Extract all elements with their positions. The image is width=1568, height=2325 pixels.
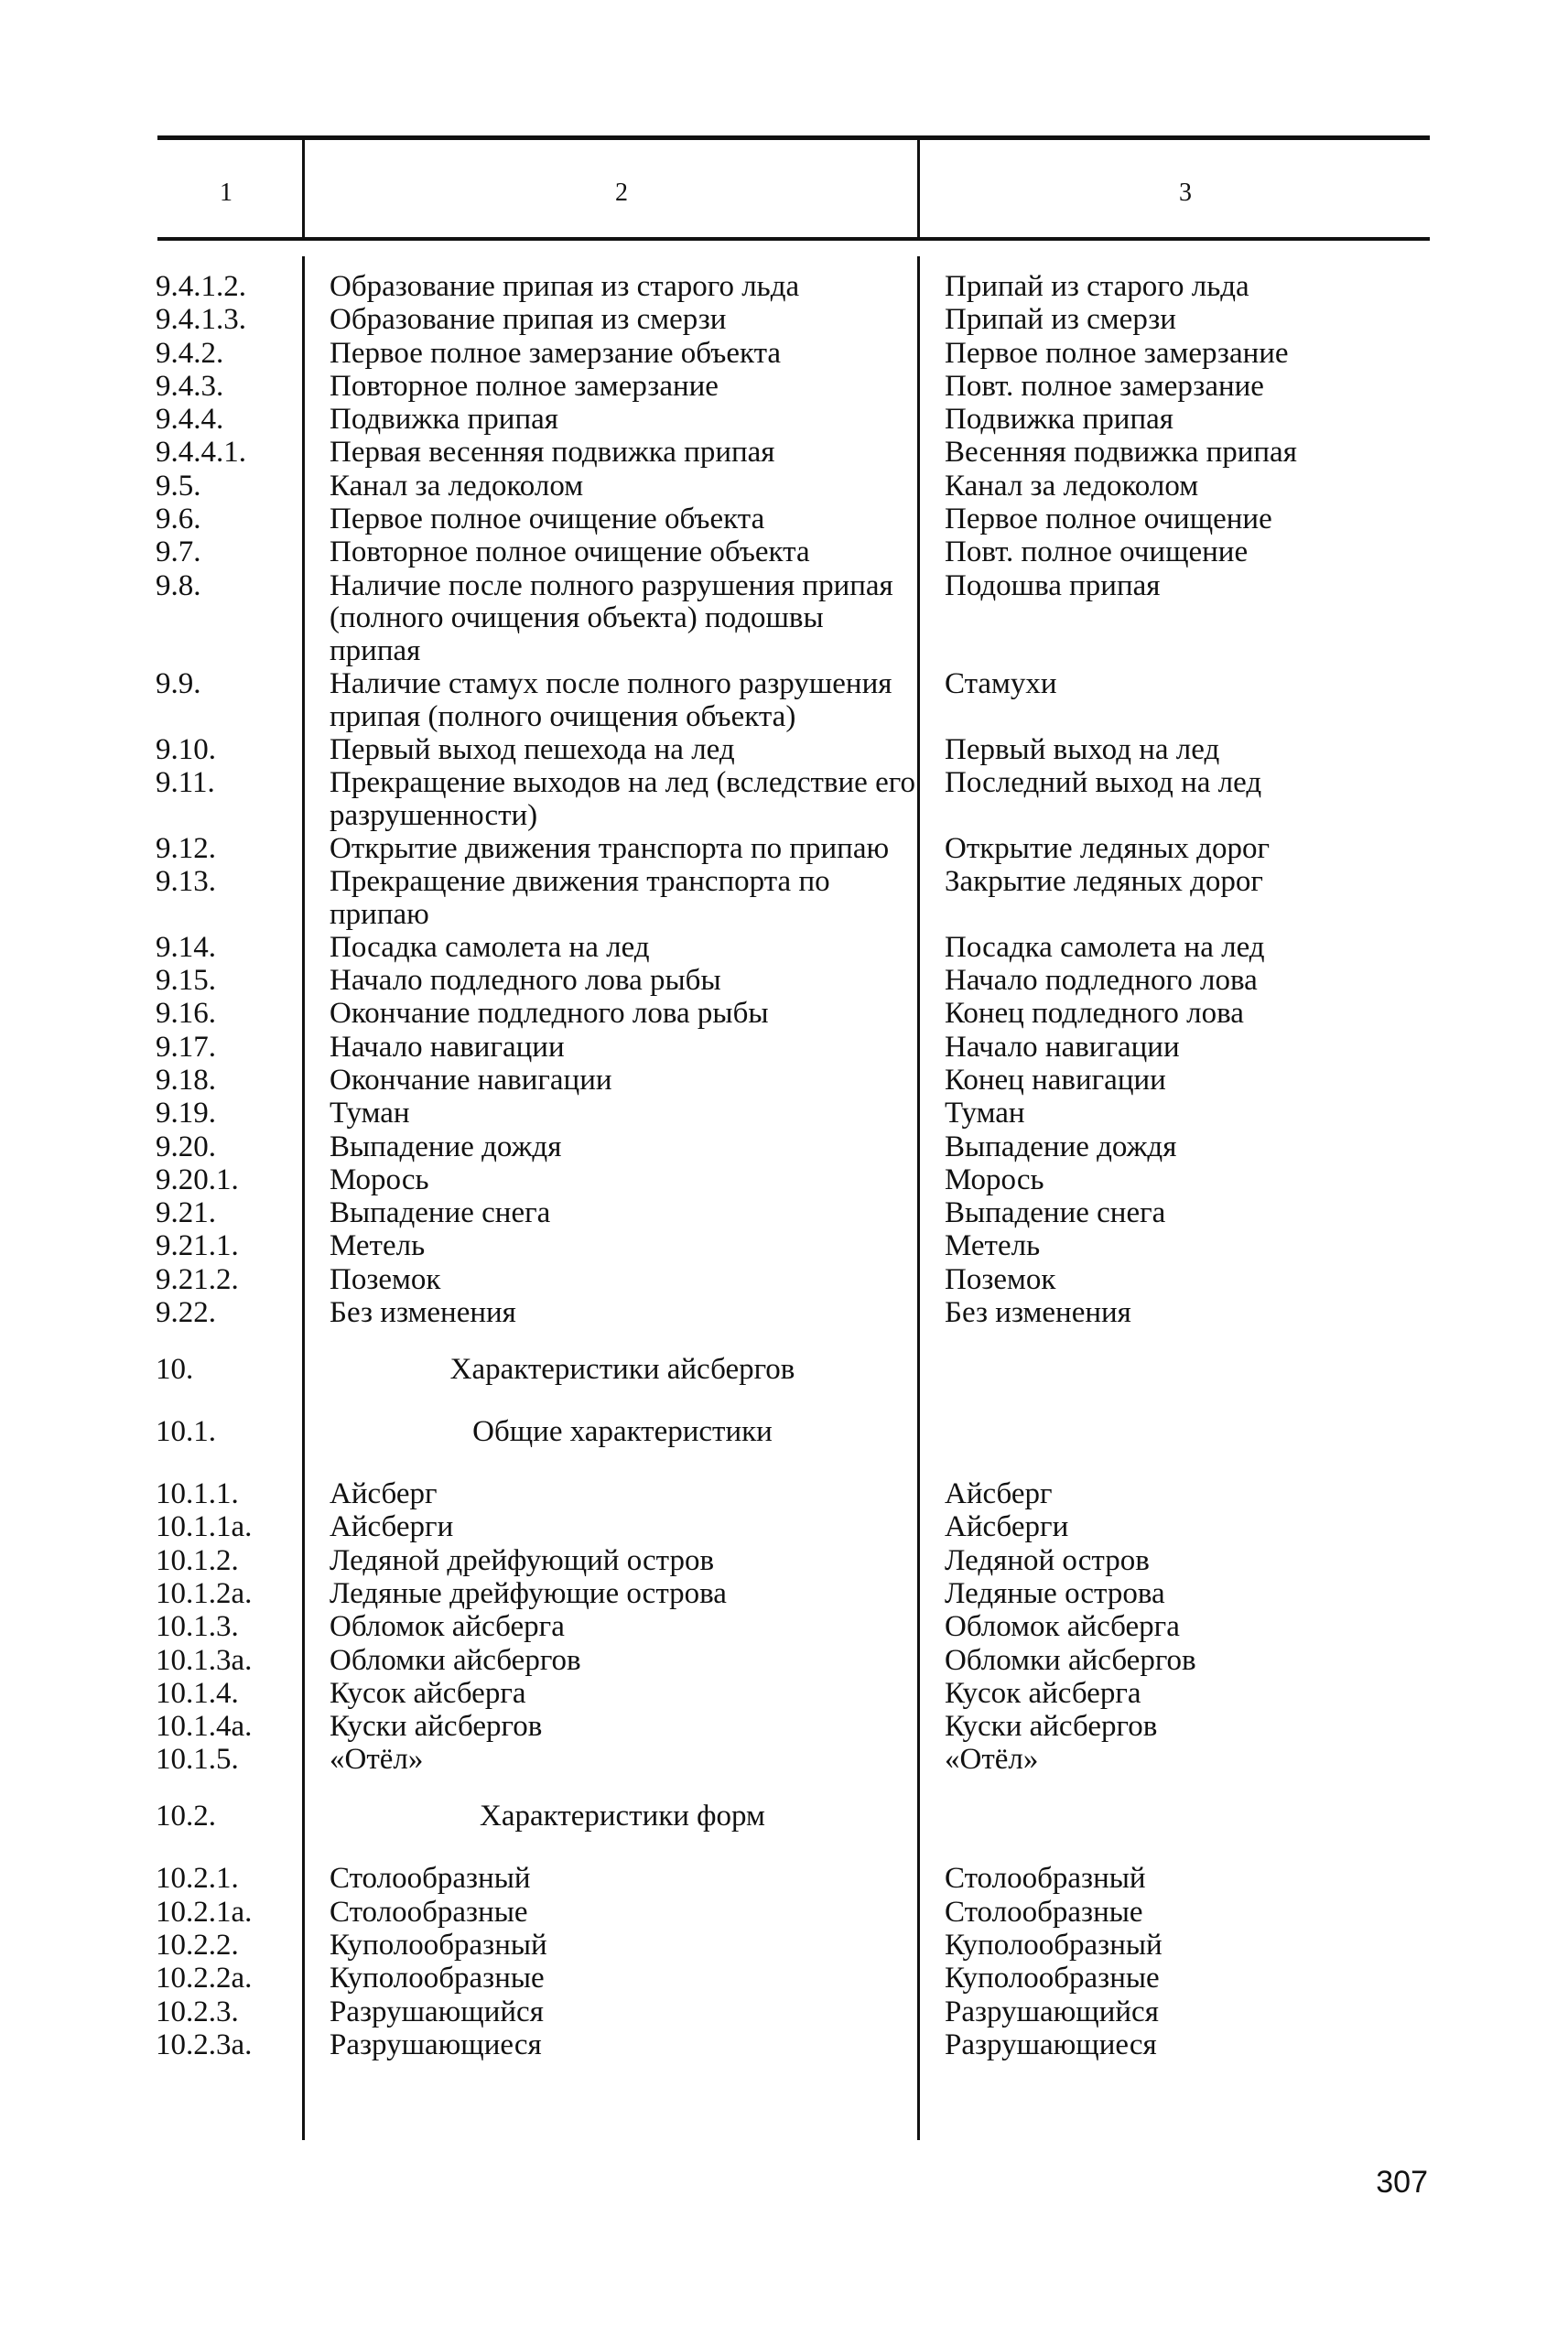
term-number: 9.15.: [156, 964, 216, 998]
short-name: Метель: [945, 1229, 1041, 1263]
term-name: Прекращение движения транспорта по припаю: [330, 865, 830, 931]
table-row: [0, 1065, 1568, 1098]
short-name: Морось: [945, 1162, 1044, 1196]
section-heading-row: [0, 1354, 1568, 1387]
short-name: Туман: [945, 1097, 1025, 1130]
term-name: Куполообразные: [330, 1962, 545, 1995]
term-number: 9.10.: [156, 732, 216, 766]
table-row: [0, 1897, 1568, 1930]
term-number: 9.20.: [156, 1130, 216, 1163]
term-number: 9.5.: [156, 469, 201, 503]
term-name: Столообразный: [330, 1862, 531, 1896]
term-name: Поземок: [330, 1262, 441, 1296]
term-number: 9.9.: [156, 667, 201, 701]
term-number: 10.2.3.: [156, 1995, 239, 2028]
table-row: [0, 767, 1568, 832]
table-row: [0, 1996, 1568, 2029]
table-row: [0, 470, 1568, 503]
short-name: Открытие ледяных дорог: [945, 831, 1270, 865]
term-name: Образование припая из старого льда: [330, 270, 800, 303]
term-name: Айсберг: [330, 1477, 438, 1511]
table-row: [0, 271, 1568, 304]
short-name: Разрушающиеся: [945, 2028, 1157, 2061]
short-name: Посадка самолета на лед: [945, 930, 1265, 964]
term-name: Первый выход пешехода на лед: [330, 732, 735, 766]
table-row: [0, 1744, 1568, 1777]
term-name: Айсберги: [330, 1510, 454, 1544]
table-row: [0, 2029, 1568, 2062]
table-row: [0, 1478, 1568, 1511]
term-number: 10.2.2.: [156, 1929, 239, 1963]
term-number: 9.21.2.: [156, 1262, 239, 1296]
term-name: Первая весенняя подвижка припая: [330, 436, 775, 470]
table-row: [0, 371, 1568, 404]
short-name: Повт. полное замерзание: [945, 369, 1264, 403]
short-name: Первый выход на лед: [945, 732, 1220, 766]
term-number: 10.1.3.: [156, 1610, 239, 1644]
table-row: [0, 1645, 1568, 1678]
short-name: Припай из старого льда: [945, 270, 1249, 303]
table-row: [0, 536, 1568, 569]
term-name: Окончание навигации: [330, 1063, 612, 1097]
term-number: 9.6.: [156, 503, 201, 536]
term-name: Туман: [330, 1097, 410, 1130]
term-name: Подвижка припая: [330, 403, 558, 437]
section-heading: Характеристики форм: [480, 1800, 765, 1833]
term-number: 9.11.: [156, 766, 215, 800]
table-row: [0, 1297, 1568, 1330]
term-name: Первое полное замерзание объекта: [330, 336, 782, 370]
table-header-rule: [157, 237, 1430, 241]
short-name: Куски айсбергов: [945, 1710, 1158, 1744]
term-number: 9.21.1.: [156, 1229, 239, 1263]
term-number: 10.1.3а.: [156, 1643, 253, 1677]
short-name: Ледяные острова: [945, 1576, 1165, 1610]
table-row: [0, 668, 1568, 733]
table-row: [0, 1131, 1568, 1164]
table-row: [0, 304, 1568, 337]
column-header-2: 2: [615, 178, 628, 207]
term-name: Ледяной дрейфующий остров: [330, 1543, 715, 1577]
short-name: Закрытие ледяных дорог: [945, 865, 1263, 899]
term-name: Метель: [330, 1229, 426, 1263]
term-name: Посадка самолета на лед: [330, 930, 650, 964]
term-number: 10.2.1.: [156, 1862, 239, 1896]
term-number: 9.4.4.1.: [156, 436, 246, 470]
table-row: [0, 1678, 1568, 1711]
term-name: Повторное полное очищение объекта: [330, 535, 810, 569]
short-name: Последний выход на лед: [945, 766, 1262, 800]
term-name: Канал за ледоколом: [330, 469, 584, 503]
section-heading-row: [0, 1801, 1568, 1833]
term-name: Столообразные: [330, 1895, 528, 1929]
term-number: 9.13.: [156, 865, 216, 899]
term-number: 9.21.: [156, 1196, 216, 1230]
table-row: [0, 734, 1568, 767]
table-top-rule: [157, 135, 1430, 140]
header-divider-1: [302, 140, 305, 237]
term-number: 10.1.4.: [156, 1676, 239, 1710]
short-name: Конец подледного лова: [945, 997, 1244, 1031]
term-name: Разрушающийся: [330, 1995, 544, 2028]
short-name: Припай из смерзи: [945, 303, 1176, 337]
page-number: 307: [1376, 2165, 1428, 2200]
short-name: Столообразный: [945, 1862, 1146, 1896]
term-name: Выпадение дождя: [330, 1130, 562, 1163]
term-number: 10.2.3а.: [156, 2028, 253, 2061]
term-number: 9.4.1.2.: [156, 270, 246, 303]
short-name: Ледяной остров: [945, 1543, 1150, 1577]
short-name: Начало подледного лова: [945, 964, 1258, 998]
short-name: Первое полное очищение: [945, 503, 1272, 536]
table-row: [0, 570, 1568, 668]
table-row: [0, 1930, 1568, 1963]
term-number: 9.20.1.: [156, 1162, 239, 1196]
short-name: Выпадение дождя: [945, 1130, 1177, 1163]
term-name: «Отёл»: [330, 1743, 424, 1777]
term-number: 9.16.: [156, 997, 216, 1031]
term-number: 9.14.: [156, 930, 216, 964]
section-heading: Характеристики айсбергов: [449, 1353, 795, 1387]
term-name: Ледяные дрейфующие острова: [330, 1576, 727, 1610]
section-heading-row: [0, 1416, 1568, 1449]
short-name: Конец навигации: [945, 1063, 1166, 1097]
term-number: 9.4.1.3.: [156, 303, 246, 337]
short-name: Без изменения: [945, 1296, 1131, 1330]
short-name: Айсберг: [945, 1477, 1053, 1511]
term-number: 10.2.: [156, 1800, 216, 1833]
term-number: 9.4.2.: [156, 336, 224, 370]
short-name: Айсберги: [945, 1510, 1069, 1544]
short-name: Первое полное замерзание: [945, 336, 1289, 370]
table-row: [0, 338, 1568, 371]
term-name: Повторное полное замерзание: [330, 369, 719, 403]
term-number: 10.1.1.: [156, 1477, 239, 1511]
table-row: [0, 1098, 1568, 1130]
short-name: Кусок айсберга: [945, 1676, 1141, 1710]
short-name: Повт. полное очищение: [945, 535, 1249, 569]
table-row: [0, 1230, 1568, 1263]
short-name: Разрушающийся: [945, 1995, 1159, 2028]
term-name: Кусок айсберга: [330, 1676, 526, 1710]
term-number: 10.1.2.: [156, 1543, 239, 1577]
table-row: [0, 998, 1568, 1031]
table-row: [0, 1863, 1568, 1896]
term-name: Начало подледного лова рыбы: [330, 964, 721, 998]
short-name: Выпадение снега: [945, 1196, 1166, 1230]
term-name: Обломки айсбергов: [330, 1643, 581, 1677]
term-name: Куполообразный: [330, 1929, 547, 1963]
short-name: Куполообразный: [945, 1929, 1162, 1963]
term-number: 9.8.: [156, 568, 201, 602]
short-name: Стамухи: [945, 667, 1057, 701]
table-row: [0, 1611, 1568, 1644]
term-number: 10.1.1а.: [156, 1510, 253, 1544]
short-name: Начало навигации: [945, 1030, 1180, 1064]
term-number: 10.2.1а.: [156, 1895, 253, 1929]
term-number: 9.17.: [156, 1030, 216, 1064]
table-row: [0, 1032, 1568, 1065]
table-row: [0, 866, 1568, 931]
term-number: 10.: [156, 1353, 194, 1387]
short-name: Подошва припая: [945, 568, 1161, 602]
short-name: Столообразные: [945, 1895, 1143, 1929]
table-row: [0, 1264, 1568, 1297]
column-header-3: 3: [1179, 178, 1192, 207]
term-number: 9.4.3.: [156, 369, 224, 403]
short-name: Канал за ледоколом: [945, 469, 1199, 503]
short-name: Обломки айсбергов: [945, 1643, 1196, 1677]
term-name: Наличие стамух после полного разрушения припая (полного очищения объекта): [330, 667, 892, 733]
table-row: [0, 1164, 1568, 1197]
table-row: [0, 965, 1568, 998]
term-number: 10.1.2а.: [156, 1576, 253, 1610]
table-row: [0, 503, 1568, 536]
term-number: 10.1.5.: [156, 1743, 239, 1777]
term-number: 9.7.: [156, 535, 201, 569]
table-row: [0, 1963, 1568, 1995]
table-row: [0, 437, 1568, 470]
term-number: 9.22.: [156, 1296, 216, 1330]
table-row: [0, 404, 1568, 437]
table-row: [0, 833, 1568, 866]
table-row: [0, 1511, 1568, 1544]
term-name: Окончание подледного лова рыбы: [330, 997, 769, 1031]
short-name: «Отёл»: [945, 1743, 1039, 1777]
header-divider-2: [917, 140, 920, 237]
table-row: [0, 1711, 1568, 1744]
short-name: Куполообразные: [945, 1962, 1160, 1995]
short-name: Обломок айсберга: [945, 1610, 1180, 1644]
term-number: 9.18.: [156, 1063, 216, 1097]
table-row: [0, 1197, 1568, 1230]
short-name: Подвижка припая: [945, 403, 1173, 437]
term-name: Обломок айсберга: [330, 1610, 565, 1644]
section-heading: Общие характеристики: [472, 1415, 773, 1449]
table-row: [0, 932, 1568, 965]
column-header-1: 1: [220, 178, 232, 207]
term-name: Куски айсбергов: [330, 1710, 543, 1744]
term-name: Наличие после полного разрушения припая (полного очищения объекта) подошвы припая: [330, 568, 893, 668]
term-number: 10.1.: [156, 1415, 216, 1449]
term-name: Открытие движения транспорта по припаю: [330, 831, 890, 865]
terms-table: [0, 271, 1568, 2062]
term-number: 10.1.4а.: [156, 1710, 253, 1744]
short-name: Поземок: [945, 1262, 1056, 1296]
term-name: Прекращение выходов на лед (вследствие его разрушенности): [330, 766, 915, 832]
term-number: 9.4.4.: [156, 403, 224, 437]
term-name: Образование припая из смерзи: [330, 303, 727, 337]
term-number: 9.19.: [156, 1097, 216, 1130]
term-name: Первое полное очищение объекта: [330, 503, 765, 536]
term-name: Выпадение снега: [330, 1196, 551, 1230]
term-name: Без изменения: [330, 1296, 516, 1330]
term-name: Морось: [330, 1162, 429, 1196]
table-row: [0, 1578, 1568, 1611]
short-name: Весенняя подвижка припая: [945, 436, 1297, 470]
term-number: 9.12.: [156, 831, 216, 865]
term-name: Начало навигации: [330, 1030, 565, 1064]
table-row: [0, 1545, 1568, 1578]
term-name: Разрушающиеся: [330, 2028, 542, 2061]
term-number: 10.2.2а.: [156, 1962, 253, 1995]
